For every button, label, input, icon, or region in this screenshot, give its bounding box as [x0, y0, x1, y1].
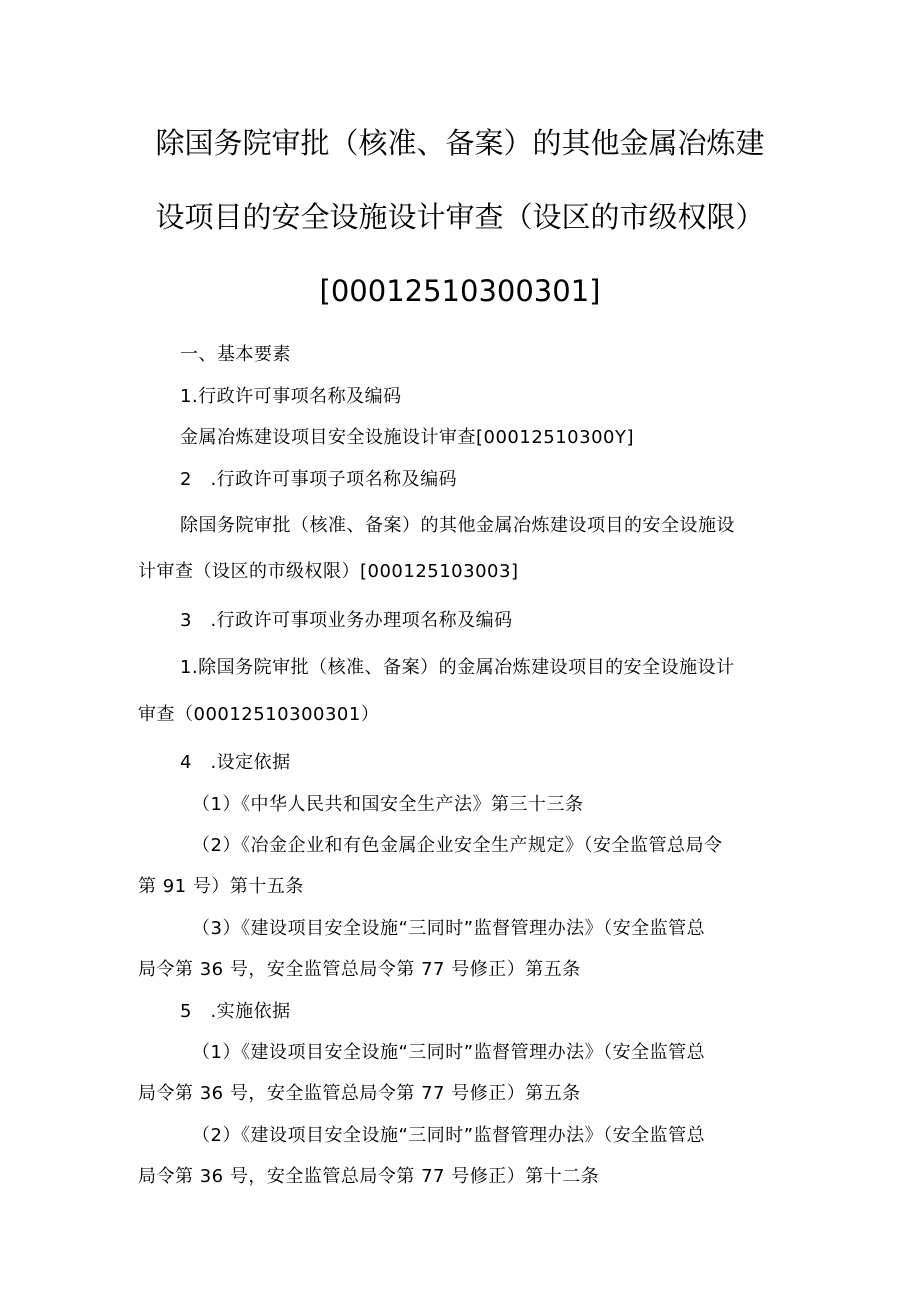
item-2-text-line-2: 计审查（设区的市级权限）[000125103003]	[138, 561, 519, 582]
item-4-basis-3-line-1: （3）《建设项目安全设施“三同时”监督管理办法》（安全监管总	[192, 918, 706, 939]
item-4-basis-1: （1）《中华人民共和国安全生产法》第三十三条	[192, 794, 584, 815]
item-4-basis-2-line-2: 第 91 号）第十五条	[138, 876, 304, 897]
item-3-heading: 3 .行政许可事项业务办理项名称及编码	[180, 610, 513, 631]
page-title-line-1: 除国务院审批（核准、备案）的其他金属冶炼建	[155, 126, 765, 160]
page-title-code: [00012510300301]	[319, 274, 601, 308]
section-heading: 一、基本要素	[180, 344, 291, 365]
item-4-heading: 4 .设定依据	[180, 752, 291, 773]
item-4-basis-3-line-2: 局令第 36 号，安全监管总局令第 77 号修正）第五条	[138, 959, 581, 980]
item-5-heading: 5 .实施依据	[180, 1001, 291, 1022]
page-title-line-2: 设项目的安全设施设计审查（设区的市级权限）	[155, 200, 765, 234]
item-2-text-line-1: 除国务院审批（核准、备案）的其他金属冶炼建设项目的安全设施设	[180, 515, 735, 536]
item-3-text-line-1: 1.除国务院审批（核准、备案）的金属冶炼建设项目的安全设施设计	[180, 657, 735, 678]
item-5-basis-1-line-1: （1）《建设项目安全设施“三同时”监督管理办法》（安全监管总	[192, 1042, 706, 1063]
item-4-basis-2-line-1: （2）《冶金企业和有色金属企业安全生产规定》（安全监管总局令	[192, 835, 723, 856]
item-5-basis-2-line-2: 局令第 36 号，安全监管总局令第 77 号修正）第十二条	[138, 1166, 600, 1187]
item-5-basis-2-line-1: （2）《建设项目安全设施“三同时”监督管理办法》（安全监管总	[192, 1125, 706, 1146]
item-2-heading: 2 .行政许可事项子项名称及编码	[180, 469, 458, 490]
item-3-text-line-2: 审查（00012510300301）	[138, 704, 380, 725]
item-1-heading: 1.行政许可事项名称及编码	[180, 386, 402, 407]
item-5-basis-1-line-2: 局令第 36 号，安全监管总局令第 77 号修正）第五条	[138, 1083, 581, 1104]
item-1-text: 金属冶炼建设项目安全设施设计审查[00012510300Y]	[180, 427, 635, 448]
